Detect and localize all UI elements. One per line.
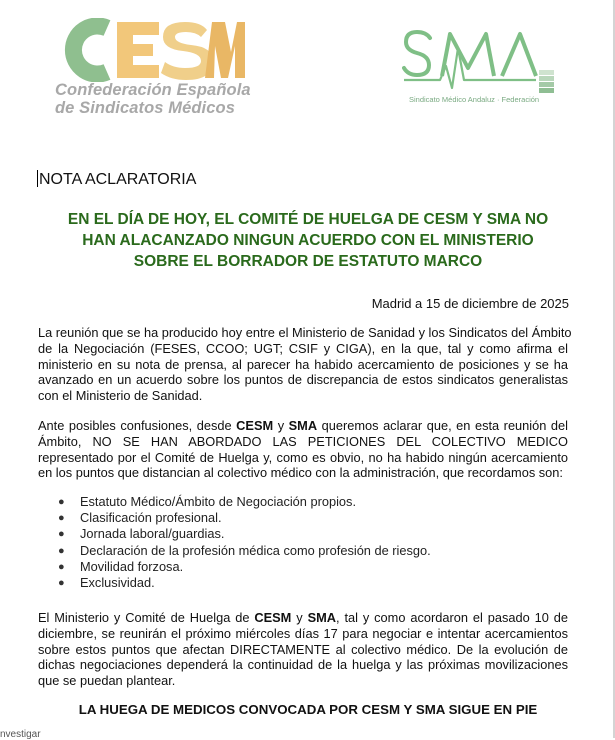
- heading-text: NOTA ACLARATORIA: [39, 171, 197, 188]
- cesm-subtitle: [55, 81, 265, 117]
- sma-wordmark-icon: [402, 28, 562, 94]
- closing-statement: LA HUEGA DE MEDICOS CONVOCADA POR CESM Y SMA SIGUE EN PIE: [78, 702, 538, 717]
- list-item: [58, 494, 431, 510]
- paragraph-line: con el Ministerio de Sanidad.: [38, 388, 203, 404]
- list-item: [58, 559, 431, 575]
- paragraph-line: Ámbito, NO SE HAN ABORDADO LAS PETICIONES DEL COLECTIVO MEDICO: [38, 433, 568, 449]
- bullet-icon: ●: [58, 560, 65, 573]
- paragraph-line: diciembre, se reunirán el próximo miércoles días 17 para negociar e intentar acercamientos: [38, 625, 568, 641]
- text-run: Ante posibles confusiones, desde: [38, 418, 237, 433]
- list-item-text: Declaración de la profesión médica como profesión de riesgo.: [80, 542, 431, 558]
- list-item: [58, 510, 431, 526]
- paragraph-line: ministerio en su nota de prensa, al parecer ha habido acercamiento de posiciones y se ha: [38, 356, 568, 372]
- cesm-logo: [55, 18, 255, 118]
- paragraph-line: en los puntos que distancian al colectivo médico con la administración, que recordamos son:: [38, 465, 563, 481]
- bullet-icon: ●: [58, 528, 65, 541]
- cesm-subtitle-line: de Sindicatos Médicos: [55, 99, 235, 117]
- subtitle-line: HAN ALACANZADO NINGUN ACUERDO CON EL MINISTERIO: [82, 232, 534, 249]
- paragraph-line: de la Negociación (FESES, CCOO; UGT; CSIF y CIGA), en la que, tal y como afirma el: [38, 340, 568, 356]
- paragraph-line: representado por el Comité de Huelga y, como es obvio, no ha habido ningún acercamiento: [38, 449, 568, 465]
- list-item: [58, 575, 431, 591]
- subtitle-line: SOBRE EL BORRADOR DE ESTATUTO MARCO: [133, 253, 483, 270]
- paragraph-line: dichas negociaciones dependerá la continuidad de la huelga y las próximas movilizaciones: [38, 657, 568, 673]
- paragraph-3: [38, 610, 568, 689]
- status-text: nvestigar: [0, 729, 41, 740]
- list-item-text: Exclusividad.: [80, 575, 155, 591]
- text-cursor: [37, 170, 38, 187]
- cesm-wordmark-icon: [55, 18, 245, 82]
- list-item-text: Estatuto Médico/Ámbito de Negociación propios.: [80, 494, 356, 509]
- document-heading: [37, 170, 196, 189]
- bold-run: CESM: [236, 418, 274, 433]
- list-item-text: Movilidad forzosa.: [80, 558, 184, 574]
- bullet-icon: ●: [58, 577, 65, 590]
- text-run: queremos aclarar que, en esta reunión del: [317, 418, 568, 433]
- paragraph-line: sobre estos puntos que afectan DIRECTAMENTE al colectivo médico. De la evolución de: [38, 641, 568, 657]
- paragraph-line: [38, 610, 568, 626]
- text-run: y: [291, 610, 308, 625]
- paragraph-line: avanzado en un acuerdo sobre los puntos de discrepancia de estos sindicatos generalistas: [38, 372, 568, 388]
- paragraph-line: que se puedan plantear.: [38, 673, 176, 689]
- demands-list: [58, 494, 431, 591]
- list-item-text: Jornada laboral/guardias.: [80, 526, 225, 542]
- text-run: , tal y como acordaron el pasado 10 de: [336, 610, 568, 625]
- bold-run: SMA: [307, 610, 336, 625]
- list-item: [58, 526, 431, 542]
- text-run: El Ministerio y Comité de Huelga de: [38, 610, 255, 625]
- paragraph-2: [38, 418, 568, 481]
- document-subtitle: [38, 209, 578, 272]
- bullet-icon: ●: [58, 512, 65, 525]
- bold-run: CESM: [254, 610, 292, 625]
- list-item: [58, 543, 431, 559]
- bullet-icon: ●: [58, 544, 65, 557]
- list-item-text: Clasificación profesional.: [80, 510, 222, 526]
- bullet-icon: ●: [58, 496, 65, 508]
- cesm-subtitle-line: Confederación Española: [55, 81, 251, 99]
- subtitle-line: EN EL DÍA DE HOY, EL COMITÉ DE HUELGA DE CESM Y SMA NO: [67, 211, 549, 228]
- sma-logo: [402, 28, 562, 106]
- sma-caption: Sindicato Médico Andaluz · Federación: [409, 95, 540, 104]
- paragraph-1: [38, 325, 572, 404]
- paragraph-line: La reunión que se ha producido hoy entre el Ministerio de Sanidad y los Sindicatos del Ámbito: [38, 325, 572, 340]
- paragraph-line: [38, 418, 568, 434]
- document-date: Madrid a 15 de diciembre de 2025: [371, 296, 569, 311]
- bold-run: SMA: [288, 418, 318, 433]
- text-run: y: [273, 418, 289, 433]
